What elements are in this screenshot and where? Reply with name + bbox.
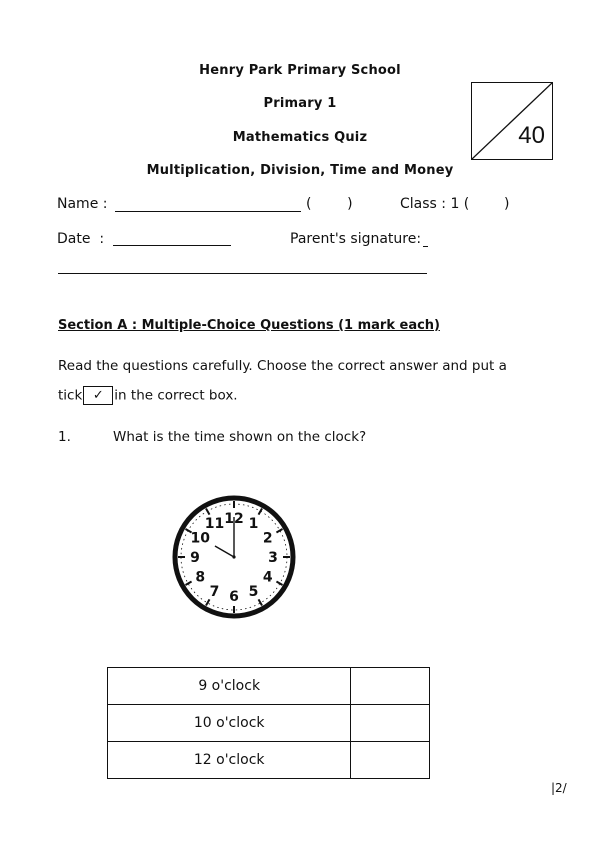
clock-numeral: 11 (204, 516, 225, 533)
clock-numeral: 12 (224, 511, 244, 527)
level-title: Primary 1 (263, 96, 337, 111)
option-tick-box-12[interactable] (351, 742, 430, 779)
topics-title: Multiplication, Division, Time and Money (146, 163, 454, 178)
option-label: 10 o'clock (108, 705, 351, 742)
question-number: 1. (58, 429, 71, 445)
question-text: What is the time shown on the clock? (113, 429, 367, 445)
option-label: 9 o'clock (108, 668, 351, 705)
clock-numeral: 3 (268, 550, 278, 566)
clock-numeral: 8 (195, 569, 206, 586)
clock-numeral: 9 (190, 550, 200, 566)
option-tick-box-9[interactable] (351, 668, 430, 705)
quiz-title: Mathematics Quiz (232, 130, 368, 145)
clock-numeral: 10 (190, 530, 210, 547)
instruction-suffix: in the correct box. (114, 387, 238, 404)
parent-signature-label: Parent's signature: (290, 231, 422, 247)
answer-options-table (107, 667, 430, 779)
score-total: 40 (518, 122, 545, 149)
clock-numeral: 1 (248, 516, 259, 533)
option-row (108, 668, 430, 705)
register-number-bracket[interactable]: ( ) (306, 196, 353, 212)
parent-signature-line[interactable] (58, 273, 427, 274)
name-field[interactable] (115, 211, 301, 212)
class-close-bracket: ) (504, 196, 510, 212)
name-label: Name : (57, 196, 108, 212)
option-tick-box-10[interactable] (351, 705, 430, 742)
score-box (471, 82, 553, 160)
instruction-line-2 (58, 386, 238, 405)
instruction-line-1: Read the questions carefully. Choose the correct answer and put a (58, 358, 507, 374)
clock-numeral: 5 (248, 583, 259, 600)
option-row (108, 705, 430, 742)
school-name: Henry Park Primary School (199, 63, 401, 78)
option-label: 12 o'clock (108, 742, 351, 779)
class-label: Class : 1 ( (400, 196, 470, 212)
date-label: Date : (57, 231, 105, 247)
check-icon: ✓ (92, 388, 104, 403)
instruction-prefix: tick (58, 387, 83, 404)
section-a-title: Section A : Multiple-Choice Questions (1 mark each) (58, 318, 440, 333)
clock-center (232, 555, 235, 558)
clock-numeral: 7 (209, 583, 220, 600)
clock-numeral: 2 (262, 530, 273, 547)
tick-example-box (83, 386, 113, 405)
clock-numeral: 4 (262, 569, 273, 586)
page-mark: |2/ (551, 781, 567, 795)
clock-icon (171, 494, 297, 620)
parent-signature-field-start[interactable] (423, 246, 428, 247)
date-field[interactable] (113, 245, 231, 246)
option-row (108, 742, 430, 779)
clock-numeral: 6 (229, 589, 239, 605)
